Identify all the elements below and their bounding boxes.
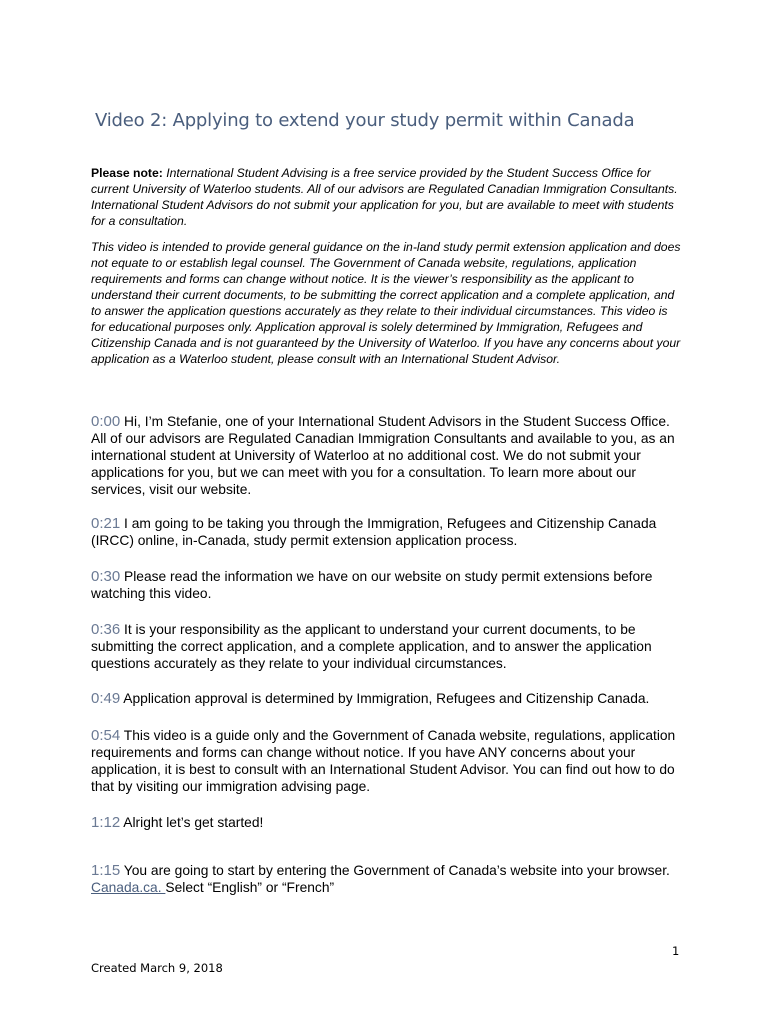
transcript-text: This video is a guide only and the Government of Canada website, regulations, application requirements and forms can change without notice. If you have ANY concerns about your application, it is best to consult with an International Student Advisor. You can find out how to do that by visiting our immigration advising page.: [91, 728, 676, 794]
transcript-entry: [91, 690, 686, 707]
transcript-text: Alright let’s get started!: [120, 815, 264, 830]
please-note-paragraph: [91, 165, 683, 229]
transcript-entry: [91, 621, 686, 672]
transcript-text: Please read the information we have on our website on study permit extensions before watching this video.: [91, 569, 653, 601]
transcript-text: It is your responsibility as the applicant to understand your current documents, to be submitting the correct application, and a complete application, and to answer the application questions accurately as they relate to your individual circumstances.: [91, 622, 652, 671]
disclaimer-paragraph: This video is intended to provide general guidance on the in-land study permit extension application and does not equate to or establish legal counsel. The Government of Canada website, regulations, application requirements and forms can change without notice. It is the viewer’s responsibility as the applicant to understand their current documents, to be submitting the correct application and a complete application, and to answer the application questions accurately as they relate to their individual circumstances. This video is for educational purposes only. Application approval is solely determined by Immigration, Refugees and Citizenship Canada and is not guaranteed by the University of Waterloo. If you have any concerns about your application as a Waterloo student, please consult with an International Student Advisor.: [91, 240, 681, 366]
transcript-entry: [91, 568, 686, 602]
transcript-entry: [91, 862, 686, 896]
footer-created-date: Created March 9, 2018: [91, 961, 223, 975]
transcript-entry: [91, 814, 686, 831]
transcript-text: I am going to be taking you through the Immigration, Refugees and Citizenship Canada (IRCC) online, in-Canada, study permit extension application process.: [91, 516, 657, 548]
transcript-text: Application approval is determined by Immigration, Refugees and Citizenship Canada.: [120, 691, 650, 706]
transcript-text-after-link: Select “English” or “French”: [165, 880, 335, 895]
transcript-entry: [91, 727, 686, 795]
timestamp: 1:15: [91, 862, 121, 879]
timestamp: 0:21: [91, 515, 121, 532]
timestamp: 0:30: [91, 568, 121, 585]
timestamp: 0:54: [91, 727, 121, 744]
timestamp: 0:49: [91, 690, 121, 707]
transcript-entry: [91, 413, 686, 498]
page-number: 1: [672, 944, 680, 958]
transcript-text: You are going to start by entering the Government of Canada’s website into your browser.: [120, 863, 670, 878]
transcript-entry: [91, 515, 686, 549]
canada-ca-link[interactable]: Canada.ca.: [91, 880, 166, 895]
timestamp: 0:36: [91, 621, 121, 638]
timestamp: 0:00: [91, 413, 121, 430]
timestamp: 1:12: [91, 814, 121, 831]
please-note-label: Please note:: [91, 166, 163, 180]
transcript-text: Hi, I’m Stefanie, one of your International Student Advisors in the Student Success Office. All of our advisors are Regulated Canadian Immigration Consultants and available to you, as an international student at University of Waterloo at no additional cost. We do not submit your applications for you, but we can meet with you for a consultation. To learn more about our services, visit our website.: [91, 414, 675, 497]
document-title: Video 2: Applying to extend your study permit within Canada: [95, 110, 635, 131]
please-note-text: International Student Advising is a free service provided by the Student Success Office for current University of Waterloo students. All of our advisors are Regulated Canadian Immigration Consultants. International Student Advisors do not submit your application for you, but are available to meet with students for a consultation.: [91, 166, 678, 228]
